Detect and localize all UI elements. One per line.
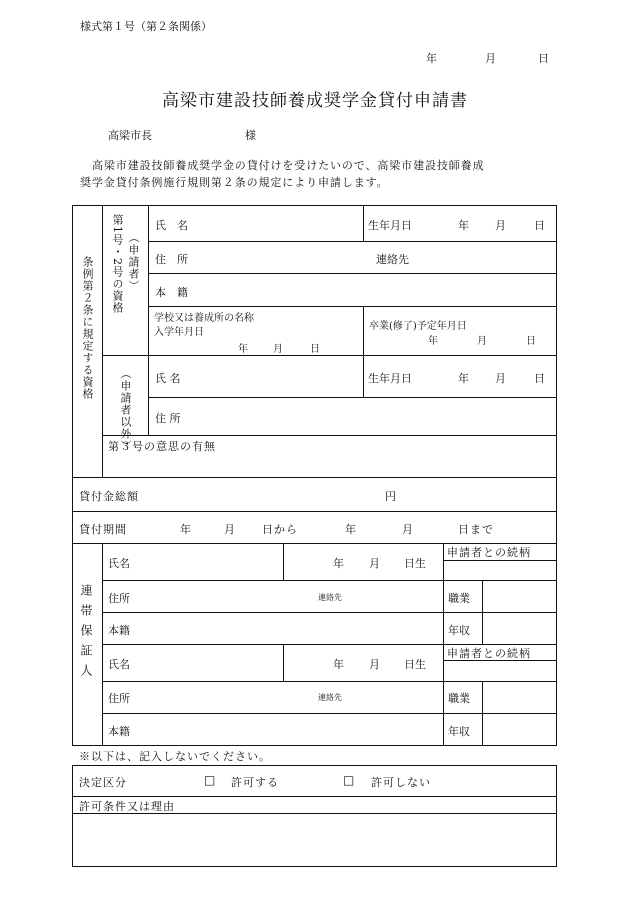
guarantor2-relation-label: 申請者との続柄 (447, 647, 531, 660)
group1-sublabel: （申請者） (127, 232, 140, 292)
addressee: 高梁市長 (108, 129, 152, 142)
enroll-year: 年 (238, 344, 248, 355)
decision-label: 決定区分 (79, 776, 127, 789)
guarantor2-domicile-label: 本籍 (108, 725, 130, 738)
guarantor1-job-label: 職業 (448, 592, 470, 605)
guarantor1-birth-suffix: 日生 (404, 557, 426, 570)
loan-total-label: 貸付金総額 (79, 490, 139, 503)
guarantor1-name-label: 氏名 (108, 557, 130, 570)
other-name-label: 氏 名 (155, 372, 181, 385)
intent-label: 第３号の意思の有無 (108, 440, 216, 453)
loan-period-label: 貸付期間 (79, 523, 127, 536)
guarantor1-relation-label: 申請者との続柄 (447, 546, 531, 559)
school-name-label: 学校又は養成所の名称 (154, 313, 254, 324)
guarantor2-name-label: 氏名 (108, 658, 130, 671)
date-month-label: 月 (485, 52, 496, 65)
form-number: 様式第１号（第２条関係） (80, 20, 212, 33)
graduation-day: 日 (526, 336, 536, 347)
deny-checkbox[interactable]: □ (343, 773, 355, 787)
guarantor2-job-label: 職業 (448, 692, 470, 705)
date-year-label: 年 (426, 52, 437, 65)
office-use-note: ※以下は、記入しないでください。 (79, 750, 271, 763)
guarantor1-birth-year: 年 (333, 557, 344, 570)
enroll-month: 月 (273, 344, 283, 355)
loan-from-year: 年 (180, 523, 191, 536)
applicant-birth-year: 年 (458, 219, 469, 232)
intro-line-2: 奨学金貸付条例施行規則第２条の規定により申請します。 (80, 176, 389, 189)
guarantor1-birth-month: 月 (369, 557, 380, 570)
other-address-label: 住 所 (155, 412, 181, 425)
approve-label: 許可する (231, 776, 279, 789)
applicant-birth-day: 日 (534, 219, 545, 232)
applicant-domicile-label: 本 籍 (155, 286, 188, 299)
deny-label: 許可しない (371, 776, 431, 789)
other-birth-year: 年 (458, 372, 469, 385)
loan-to-year: 年 (345, 523, 356, 536)
guarantor2-income-label: 年収 (448, 725, 470, 738)
guarantor2-birth-month: 月 (369, 658, 380, 671)
guarantor-section-label: 連帯保証人 (79, 584, 93, 684)
applicant-birth-month: 月 (495, 219, 506, 232)
condition-label: 許可条件又は理由 (79, 800, 175, 813)
intro-line-1: 高梁市建設技師養成奨学金の貸付けを受けたいので、高梁市建設技師養成 (92, 159, 485, 172)
loan-from-day: 日から (262, 523, 298, 536)
enroll-day: 日 (310, 344, 320, 355)
enroll-date-label: 入学年月日 (154, 327, 204, 338)
loan-to-month: 月 (402, 523, 413, 536)
loan-to-day: 日まで (458, 523, 494, 536)
addressee-honorific: 様 (245, 129, 256, 142)
qualification-section-label: 条例第２条に規定する資格 (81, 256, 94, 400)
guarantor2-birth-year: 年 (333, 658, 344, 671)
approve-checkbox[interactable]: □ (204, 773, 216, 787)
other-birth-day: 日 (534, 372, 545, 385)
applicant-contact-label: 連絡先 (376, 253, 409, 266)
applicant-birth-label: 生年月日 (368, 219, 412, 232)
loan-total-unit: 円 (385, 490, 396, 503)
group2-label: （申請者以外） (119, 368, 132, 452)
page-title: 高梁市建設技師養成奨学金貸付申請書 (162, 91, 468, 111)
loan-from-month: 月 (224, 523, 235, 536)
guarantor1-address-label: 住所 (108, 592, 130, 605)
group1-label: 第1号・2号の資格 (111, 214, 124, 314)
other-birth-label: 生年月日 (368, 372, 412, 385)
guarantor2-birth-suffix: 日生 (404, 658, 426, 671)
guarantor1-contact-label: 連絡先 (318, 593, 342, 602)
guarantor2-address-label: 住所 (108, 692, 130, 705)
guarantor1-income-label: 年収 (448, 624, 470, 637)
date-day-label: 日 (538, 52, 549, 65)
guarantor2-contact-label: 連絡先 (318, 693, 342, 702)
applicant-address-label: 住 所 (155, 253, 188, 266)
graduation-date-label: 卒業(修了)予定年月日 (369, 321, 467, 332)
graduation-month: 月 (477, 336, 487, 347)
graduation-year: 年 (428, 336, 438, 347)
applicant-name-label: 氏 名 (155, 219, 188, 232)
guarantor1-domicile-label: 本籍 (108, 624, 130, 637)
other-birth-month: 月 (495, 372, 506, 385)
